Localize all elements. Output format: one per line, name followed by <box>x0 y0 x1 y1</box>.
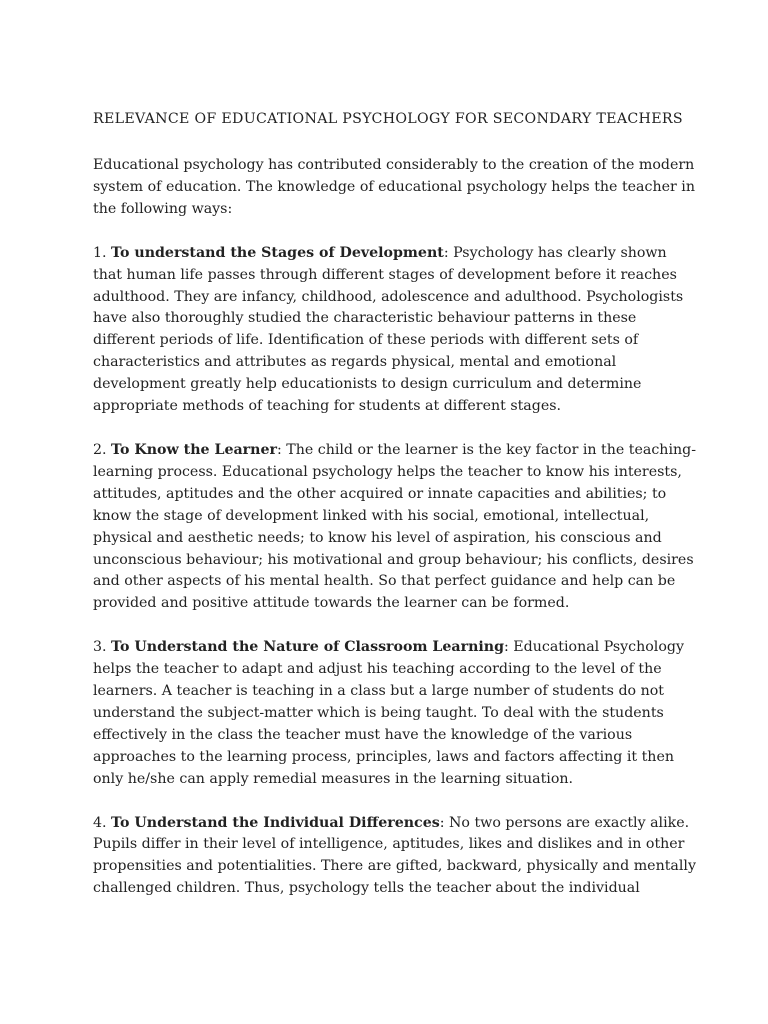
section-2-number: 2. <box>93 441 112 458</box>
section-4-paragraph <box>93 813 698 901</box>
section-3-body: : Educational Psychology helps the teacher to adapt and adjust his teaching according to the level of the learners. A teacher is teaching in a class but a large number of students do not understand the subject-matter which is being taught. To deal with the students effectively in the class the teacher must have the knowledge of the various approaches to the learning process, principles, laws and factors affecting it then only he/she can apply remedial measures in the learning situation. <box>93 639 684 787</box>
section-2-body: : The child or the learner is the key factor in the teaching-learning process. Educational psychology helps the teacher to know his interests, attitudes, aptitudes and the other acquired or innate capacities and abilities; to know the stage of development linked with his social, emotional, intellectual, physical and aesthetic needs; to know his level of aspiration, his conscious and unconscious behaviour; his motivational and group behaviour; his conflicts, desires and other aspects of his mental health. So that perfect guidance and help can be provided and positive attitude towards the learner can be formed. <box>93 441 696 612</box>
section-3-number: 3. <box>93 639 112 656</box>
document-title: RELEVANCE OF EDUCATIONAL PSYCHOLOGY FOR SECONDARY TEACHERS <box>93 111 683 127</box>
section-1-paragraph <box>93 243 698 418</box>
section-4-heading: To Understand the Individual Differences <box>111 814 440 831</box>
section-4-number: 4. <box>93 814 112 831</box>
section-1-number: 1. <box>93 244 112 261</box>
section-2-paragraph <box>93 440 698 615</box>
section-2-heading: To Know the Learner <box>111 441 277 458</box>
intro-paragraph: Educational psychology has contributed considerably to the creation of the modern system of education. The knowledge of educational psychology helps the teacher in the following ways: <box>93 157 695 217</box>
section-4-body: : No two persons are exactly alike. Pupils differ in their level of intelligence, aptitudes, likes and dislikes and in other propensities and potentialities. There are gifted, backward, physically and mentally challenged children. Thus, psychology tells the teacher about the individual <box>93 814 696 897</box>
section-3-heading: To Understand the Nature of Classroom Learning <box>111 639 505 656</box>
section-1-heading: To understand the Stages of Development <box>111 244 444 261</box>
section-3-paragraph <box>93 637 698 790</box>
section-1-body: : Psychology has clearly shown that human life passes through different stages of development before it reaches adulthood. They are infancy, childhood, adolescence and adulthood. Psychologists have also thoroughly studied the characteristic behaviour patterns in these different periods of life. Identification of these periods with different sets of characteristics and attributes as regards physical, mental and emotional development greatly help educationists to design curriculum and determine appropriate methods of teaching for students at different stages. <box>93 244 684 415</box>
